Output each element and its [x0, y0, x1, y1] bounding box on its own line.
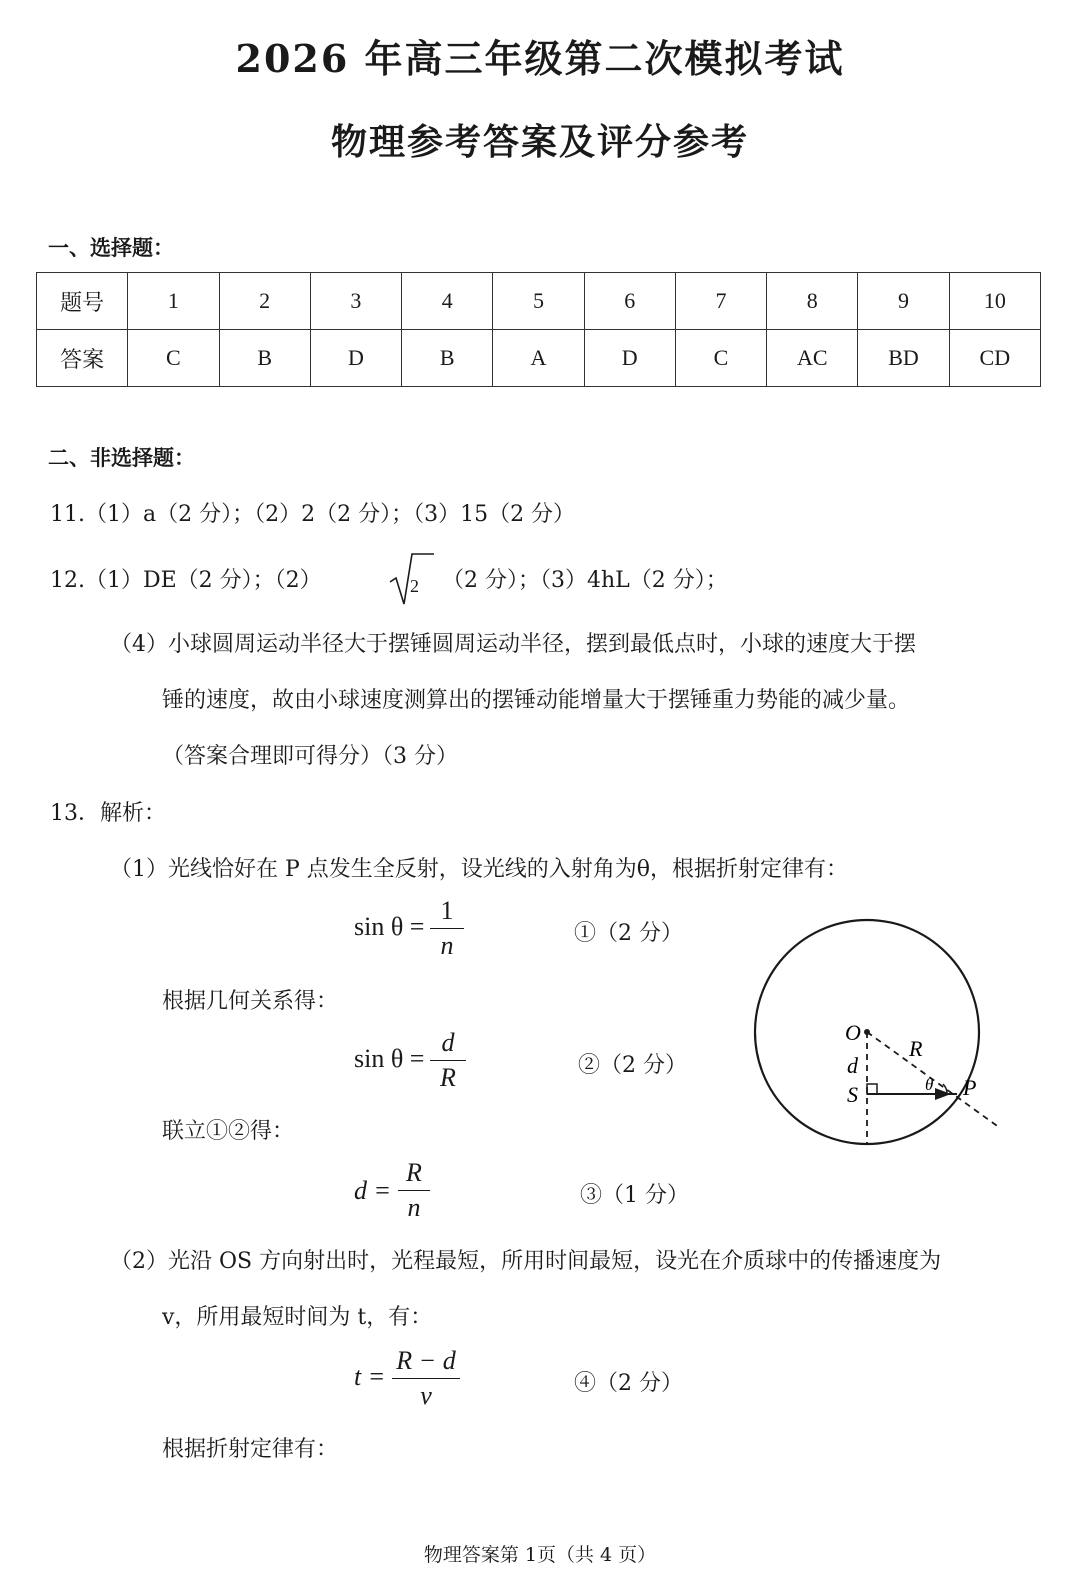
formula4-lhs: t = [354, 1362, 386, 1391]
table-cell: 1 [128, 273, 219, 330]
answer-q12-suffix: （2 分）；（3）4hL（2 分）； [442, 568, 728, 593]
combine-text: 联立①②得： [162, 1119, 295, 1144]
formula3-denominator: n [407, 1193, 421, 1222]
formula4-numerator: R − d [396, 1346, 456, 1375]
label-P: P [963, 1075, 977, 1100]
table-cell-label: 题号 [37, 273, 128, 330]
table-cell: 10 [949, 273, 1040, 330]
table-cell: CD [949, 330, 1040, 387]
label-S: S [847, 1082, 858, 1107]
label-O: O [845, 1020, 861, 1045]
table-cell: D [310, 330, 401, 387]
q13-heading: 13．解析： [50, 801, 166, 826]
formula2-numerator: d [441, 1028, 455, 1057]
sphere-diagram [745, 910, 1010, 1160]
formula2-lhs: sin θ = [354, 1044, 425, 1073]
label-R: R [909, 1036, 923, 1061]
answer-q12-part4-line3: （答案合理即可得分）（3 分） [162, 744, 458, 769]
answer-table [36, 272, 1041, 387]
table-cell: 3 [310, 273, 401, 330]
label-d: d [847, 1053, 858, 1078]
table-cell: 7 [675, 273, 766, 330]
right-angle-mark [867, 1084, 877, 1094]
table-cell: 4 [402, 273, 493, 330]
square-root-symbol [388, 548, 438, 608]
formula3-numerator: R [406, 1158, 422, 1187]
geometry-relation-text: 根据几何关系得： [162, 989, 339, 1014]
answer-q11: 11.（1）a（2 分）；（2）2（2 分）；（3）15（2 分） [50, 502, 576, 527]
formula3-score: ③（1 分） [580, 1183, 689, 1208]
section-heading-choice: 一、选择题： [48, 235, 174, 260]
radius-dashed-line [867, 1032, 1000, 1128]
label-theta: θ [925, 1075, 934, 1094]
sqrt-radicand: 2 [410, 576, 419, 596]
table-cell: B [402, 330, 493, 387]
section-heading-nonchoice: 二、非选择题： [48, 445, 195, 470]
table-cell: 8 [767, 273, 858, 330]
formula1-denominator: n [440, 931, 454, 960]
formula4-score: ④（2 分） [574, 1371, 683, 1396]
table-row-numbers [37, 273, 1041, 330]
exam-title: 2026 年高三年级第二次模拟考试 [235, 36, 845, 81]
table-cell: 6 [584, 273, 675, 330]
table-cell: 5 [493, 273, 584, 330]
page-footer: 物理答案第 1页（共 4 页） [423, 1544, 657, 1566]
table-cell: C [128, 330, 219, 387]
q13-part1-intro: （1）光线恰好在 P 点发生全反射，设光线的入射角为θ，根据折射定律有： [110, 857, 849, 882]
table-cell: 2 [219, 273, 310, 330]
answer-q12-part4-line1: （4）小球圆周运动半径大于摆锤圆周运动半径，摆到最低点时，小球的速度大于摆 [110, 632, 916, 657]
formula1-score: ①（2 分） [574, 921, 683, 946]
q13-part2-line1: （2）光沿 OS 方向射出时，光程最短，所用时间最短，设光在介质球中的传播速度为 [110, 1249, 942, 1274]
table-row-answers [37, 330, 1041, 387]
formula3-lhs: d = [354, 1176, 392, 1205]
formula1-lhs: sin θ = [354, 912, 425, 941]
answer-key-subtitle: 物理参考答案及评分参考 [330, 121, 749, 163]
formula1-numerator: 1 [440, 896, 454, 925]
formula1-fraction [430, 894, 464, 963]
table-cell: AC [767, 330, 858, 387]
table-cell: C [675, 330, 766, 387]
table-cell: A [493, 330, 584, 387]
formula2-fraction [430, 1026, 466, 1095]
formula2-score: ②（2 分） [578, 1053, 687, 1078]
table-cell: BD [858, 330, 949, 387]
answer-q12-prefix: 12.（1）DE（2 分）；（2） [50, 568, 322, 593]
formula4-denominator: v [420, 1381, 432, 1410]
table-cell-label: 答案 [37, 330, 128, 387]
table-cell: D [584, 330, 675, 387]
table-cell: B [219, 330, 310, 387]
refraction-law-text: 根据折射定律有： [162, 1437, 339, 1462]
center-point [864, 1029, 870, 1035]
formula2-denominator: R [440, 1063, 456, 1092]
table-cell: 9 [858, 273, 949, 330]
answer-q12-part4-line2: 锤的速度，故由小球速度测算出的摆锤动能增量大于摆锤重力势能的减少量。 [162, 688, 911, 713]
formula3-fraction [398, 1156, 430, 1225]
formula4-fraction [392, 1344, 460, 1413]
q13-part2-line2: v，所用最短时间为 t，有： [162, 1305, 433, 1330]
